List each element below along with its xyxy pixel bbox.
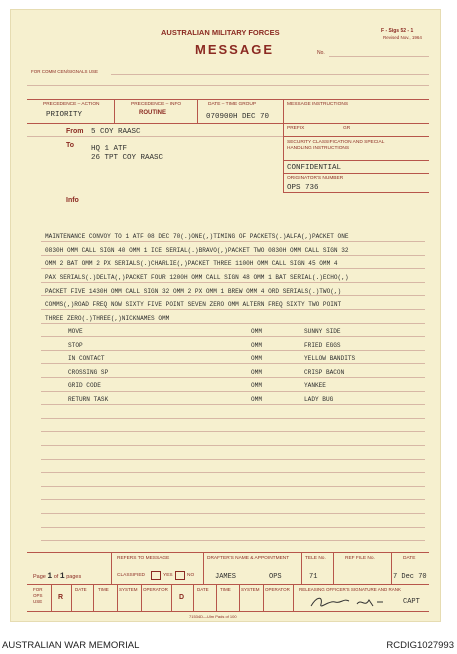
page-total: 1 <box>59 572 65 581</box>
ruled-line <box>41 255 425 256</box>
form-title: MESSAGE <box>195 42 275 57</box>
nickname-term: STOP <box>68 342 83 349</box>
nickname-sep: OMM <box>251 396 262 403</box>
date-label: DATE <box>403 556 416 561</box>
grid-line-security <box>283 160 429 161</box>
dtg-label: DATE – TIME GROUP <box>208 102 257 107</box>
ruled-line <box>41 472 425 473</box>
no-line <box>329 56 429 57</box>
originator-value: OPS 736 <box>287 184 319 192</box>
drafter-name: JAMES <box>215 573 237 581</box>
org-name: AUSTRALIAN MILITARY FORCES <box>161 28 280 37</box>
date-value: 7 Dec 70 <box>393 573 427 581</box>
nickname-term: GRID CODE <box>68 382 101 389</box>
classified-yes-checkbox[interactable] <box>151 571 161 580</box>
bottom-mid-line <box>27 584 429 585</box>
precedence-info-value: ROUTINE <box>139 110 166 116</box>
body-line: THREE ZERO(.)THREE(,)NICKNAMES OMM <box>45 315 170 322</box>
grid-line-prefix <box>283 136 429 137</box>
ops-v-7 <box>193 584 194 611</box>
ruled-line <box>41 540 425 541</box>
col-time-1: TIME <box>98 587 109 592</box>
dtg-value: 070900H DEC 70 <box>206 113 270 121</box>
body-line: PACKET FIVE 1430H OMM CALL SIGN 32 OMM 2 PX OMM 1 BREW OMM 4 ORD SERIALS(.)TWO(,) <box>45 288 342 295</box>
ruled-line <box>41 499 425 500</box>
col-time-2: TIME <box>220 587 231 592</box>
comm-line-1 <box>111 74 429 75</box>
col-system-2: SYSTEM <box>241 587 260 592</box>
security-label-1: SECURITY CLASSIFICATION AND SPECIAL <box>287 140 385 145</box>
ruled-line <box>41 527 425 528</box>
ruled-line <box>41 445 425 446</box>
comm-line-2 <box>27 85 429 86</box>
ruled-line <box>41 486 425 487</box>
ops-v-2 <box>71 584 72 611</box>
ruled-line <box>41 350 425 351</box>
yes-label: YES <box>163 573 173 578</box>
grid-v-1 <box>114 99 115 123</box>
print-code: 71534D—Ulm Pads of 100 <box>189 614 237 619</box>
nickname-term: RETURN TASK <box>68 396 109 403</box>
releasing-signature <box>307 592 387 612</box>
ruled-line <box>41 459 425 460</box>
nickname-value: YANKEE <box>304 382 326 389</box>
bottom-v-refers <box>111 552 112 584</box>
security-value: CONFIDENTIAL <box>287 164 342 172</box>
nickname-term: CROSSING SP <box>68 369 109 376</box>
grid-top-line <box>27 99 429 100</box>
precedence-action-value: PRIORITY <box>46 111 83 119</box>
ruled-line <box>41 323 425 324</box>
grid-line-2 <box>27 123 429 124</box>
ruled-line <box>41 268 425 269</box>
body-line: PAX SERIALS(.)DELTA(,)PACKET FOUR 1200H OMM CALL SIGN 48 OMM 1 BAT SERIAL(.)ECHO(,) <box>45 274 349 281</box>
message-instructions-label: MESSAGE INSTRUCTIONS <box>287 102 349 107</box>
ops-v-11 <box>293 584 294 611</box>
ops-v-4 <box>117 584 118 611</box>
ruled-line <box>41 391 425 392</box>
bottom-v-ref <box>333 552 334 584</box>
grid-line-orig <box>283 173 429 174</box>
r-letter: R <box>58 594 64 601</box>
info-label: Info <box>66 197 79 204</box>
body-line: 0830H OMM CALL SIGN 40 OMM 1 ICE SERIAL(.)BRAVO(,)PACKET TWO 0830H OMM CALL SIGN 32 <box>45 247 349 254</box>
ruled-line <box>41 513 425 514</box>
grid-line-end <box>283 192 429 193</box>
from-line <box>27 136 283 137</box>
ruled-line <box>41 404 425 405</box>
for-ops-use-label: FOR OPS USE <box>33 587 43 604</box>
refers-label: REFERS TO MESSAGE <box>117 556 170 561</box>
releasing-label: RELEASING OFFICER'S SIGNATURE AND RANK <box>299 587 402 592</box>
to-line-2: 26 TPT COY RAASC <box>91 154 164 162</box>
rank-value: CAPT <box>403 598 420 606</box>
drafter-label: DRAFTER'S NAME & APPOINTMENT <box>207 556 290 561</box>
bottom-v-date <box>391 552 392 584</box>
nickname-term: MOVE <box>68 328 83 335</box>
form-number: F - Sigs 52 - 1 <box>381 28 414 34</box>
ops-v-9 <box>239 584 240 611</box>
nickname-value: YELLOW BANDITS <box>304 355 356 362</box>
from-label: From <box>66 128 84 135</box>
no-checkbox-label: NO <box>187 573 195 578</box>
nickname-sep: OMM <box>251 355 262 362</box>
originator-label: ORIGINATOR'S NUMBER <box>287 176 344 181</box>
grid-v-2 <box>197 99 198 123</box>
col-operator-1: OPERATOR <box>143 587 168 592</box>
ruled-line <box>41 336 425 337</box>
bottom-v-tele <box>301 552 302 584</box>
nickname-sep: OMM <box>251 342 262 349</box>
nickname-term: IN CONTACT <box>68 355 105 362</box>
col-date-2: DATE <box>197 587 209 592</box>
col-date-1: DATE <box>75 587 87 592</box>
page-number: 1 <box>47 572 53 581</box>
nickname-sep: OMM <box>251 382 262 389</box>
security-label-2: HANDLING INSTRUCTIONS <box>287 146 350 151</box>
ruled-line <box>41 363 425 364</box>
d-letter: D <box>179 594 185 601</box>
prefix-label: PREFIX <box>287 126 305 131</box>
ops-v-8 <box>216 584 217 611</box>
ruled-line <box>41 295 425 296</box>
ruled-line <box>41 431 425 432</box>
drafter-appointment: OPS <box>269 573 282 581</box>
ref-file-label: REF FILE No. <box>345 556 375 561</box>
ops-v-1 <box>51 584 52 611</box>
nickname-value: FRIED EGGS <box>304 342 341 349</box>
gr-label: GR <box>343 126 351 131</box>
archive-footer <box>0 636 457 654</box>
form-revised: Revised Nov., 1964 <box>383 35 422 40</box>
col-operator-2: OPERATOR <box>265 587 290 592</box>
ruled-line <box>41 377 425 378</box>
bottom-top-line <box>27 552 429 553</box>
page-label: Page 1 of 1 pages <box>33 572 82 581</box>
tele-value: 71 <box>309 573 318 581</box>
footer-left: AUSTRALIAN WAR MEMORIAL <box>2 640 140 651</box>
grid-v-3 <box>283 99 284 192</box>
nickname-value: CRISP BACON <box>304 369 345 376</box>
from-value: 5 COY RAASC <box>91 128 141 136</box>
ops-v-3 <box>93 584 94 611</box>
ops-v-10 <box>263 584 264 611</box>
classified-label: CLASSIFIED <box>117 573 145 578</box>
nickname-sep: OMM <box>251 369 262 376</box>
precedence-info-label: PRECEDENCE – INFO <box>131 102 182 107</box>
ops-v-5 <box>141 584 142 611</box>
precedence-action-label: PRECEDENCE – ACTION <box>43 102 100 107</box>
body-line: MAINTENANCE CONVOY TO 1 ATF 08 DEC 70(.)ONE(,)TIMING OF PACKETS(.)ALFA(,)PACKET ONE <box>45 233 349 240</box>
ops-v-6 <box>171 584 172 611</box>
to-label: To <box>66 142 75 149</box>
ruled-line <box>41 241 425 242</box>
bottom-v-drafter <box>203 552 204 584</box>
nickname-sep: OMM <box>251 328 262 335</box>
body-line: OMM 2 BAT OMM 2 PX SERIALS(.)CHARLIE(,)PACKET THREE 1100H OMM CALL SIGN 45 OMM 4 <box>45 260 338 267</box>
no-label: No. <box>317 50 325 56</box>
col-system-1: SYSTEM <box>119 587 138 592</box>
to-line-1: HQ 1 ATF <box>91 145 128 153</box>
nickname-value: LADY BUG <box>304 396 334 403</box>
classified-no-checkbox[interactable] <box>175 571 185 580</box>
comm-cen-label: FOR COMM CEN/SIGNALS USE <box>31 69 99 74</box>
footer-right: RCDIG1027993 <box>386 640 454 651</box>
tele-label: TELE No. <box>305 556 326 561</box>
body-line: COMMS(,)ROAD FREQ NOW SIXTY FIVE POINT SEVEN ZERO OMM ALTERN FREQ SIXTY TWO POINT <box>45 301 342 308</box>
message-form <box>10 9 441 622</box>
ruled-line <box>41 309 425 310</box>
ruled-line <box>41 418 425 419</box>
ruled-line <box>41 282 425 283</box>
nickname-value: SUNNY SIDE <box>304 328 341 335</box>
